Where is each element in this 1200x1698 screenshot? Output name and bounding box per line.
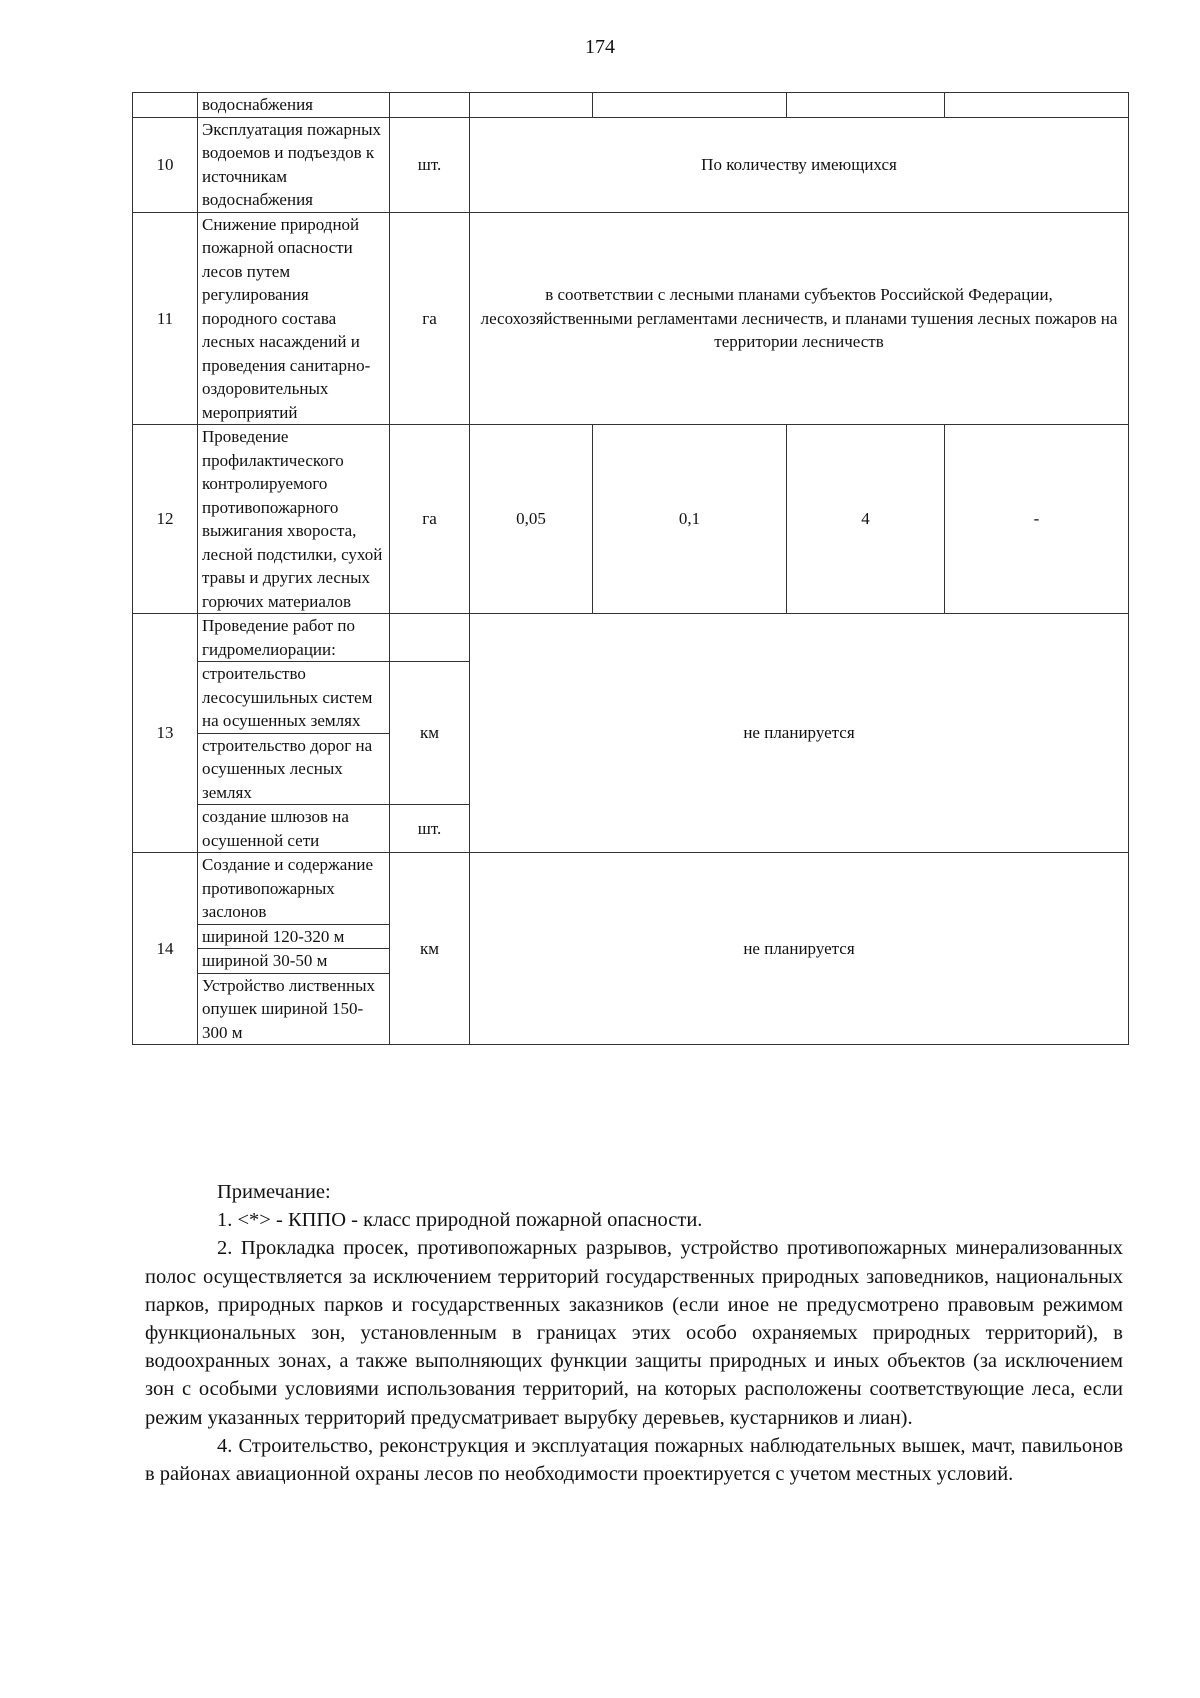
row-value: в соответствии с лесными планами субъектов Российской Федерации, лесохозяйственными регламентами лесничеств, и планами тушения лесных пожаров на территории лесничеств (470, 212, 1129, 425)
row-subname: Устройство лиственных опушек шириной 150-300 м (198, 973, 390, 1045)
row-name: Эксплуатация пожарных водоемов и подъездов к источникам водоснабжения (198, 117, 390, 212)
row-subname: строительство дорог на осушенных лесных землях (198, 733, 390, 805)
note-4: 4. Строительство, реконструкция и эксплуатация пожарных наблюдательных вышек, мачт, павильонов в районах авиационной охраны лесов по необходимости проектируется с учетом местных условий. (145, 1434, 1123, 1486)
row-number: 10 (133, 117, 198, 212)
row-unit: км (390, 853, 470, 1045)
row-value: По количеству имеющихся (470, 117, 1129, 212)
row-unit: шт. (390, 805, 470, 853)
row-name: Проведение профилактического контролируемого противопожарного выжигания хвороста, лесной подстилки, сухой травы и других лесных горючих материалов (198, 425, 390, 614)
row-number: 12 (133, 425, 198, 614)
table-row-13 (133, 614, 1129, 662)
row-unit: га (390, 425, 470, 614)
row-subname: шириной 120-320 м (198, 924, 390, 949)
table-row-12 (133, 425, 1129, 614)
page-number: 174 (585, 36, 615, 58)
row-number: 13 (133, 614, 198, 853)
note-1: 1. <*> - КППО - класс природной пожарной опасности. (217, 1209, 703, 1232)
row-subname: создание шлюзов на осушенной сети (198, 805, 390, 853)
row-number: 14 (133, 853, 198, 1045)
note-2: 2. Прокладка просек, противопожарных разрывов, устройство противопожарных минерализованных полос осуществляется за исключением территорий государственных природных заповедников, национальных парков, природных парков и государственных заказников (если иное не предусмотрено правовым режимом функциональных зон, установленным в границах этих особо охраняемых природных территорий), в водоохранных зонах, а также выполняющих функции защиты природных и иных объектов (за исключением зон с особыми условиями использования территорий, на которых расположены соответствующие леса, если режим указанных территорий предусматривает вырубку деревьев, кустарников и лиан). (145, 1237, 1123, 1429)
row-value-1: 0,05 (470, 425, 593, 614)
row-name: Снижение природной пожарной опасности лесов путем регулирования породного состава лесных насаждений и проведения санитарно-оздоровительных мероприятий (198, 212, 390, 425)
row-unit: га (390, 212, 470, 425)
row-number: 11 (133, 212, 198, 425)
row-value-2: 0,1 (593, 425, 787, 614)
table-row-11 (133, 212, 1129, 425)
row-subname: шириной 30-50 м (198, 949, 390, 974)
row-value: не планируется (470, 614, 1129, 853)
row-unit: км (390, 662, 470, 805)
row-name: Создание и содержание противопожарных заслонов (198, 853, 390, 925)
row-name: Проведение работ по гидромелиорации: (198, 614, 390, 662)
measures-table (132, 92, 1128, 1045)
row-unit: шт. (390, 117, 470, 212)
row-name: водоснабжения (198, 93, 390, 118)
row-subname: строительство лесосушильных систем на осушенных землях (198, 662, 390, 734)
notes-title: Примечание: (217, 1181, 331, 1203)
table-row-continuation (133, 93, 1129, 118)
row-value: не планируется (470, 853, 1129, 1045)
row-value-4: - (945, 425, 1129, 614)
table-row-10 (133, 117, 1129, 212)
notes-section (145, 1178, 1123, 1488)
table-row-14 (133, 853, 1129, 925)
row-value-3: 4 (787, 425, 945, 614)
